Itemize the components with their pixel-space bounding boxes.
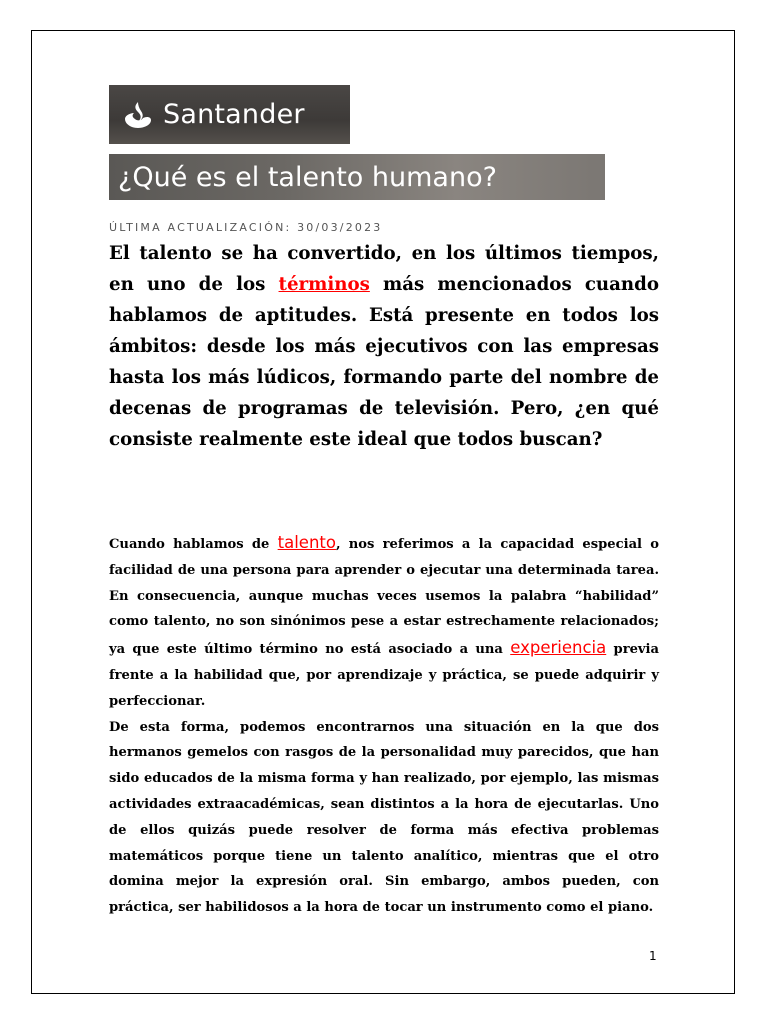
- intro-text-1: El talento se ha convertido, en los últimos tiempos, en uno de los: [109, 243, 659, 295]
- brand-name: Santander: [163, 99, 305, 130]
- paragraph-1: [109, 530, 659, 715]
- paragraph-2: De esta forma, podemos encontrarnos una situación en la que dos hermanos gemelos con rasgos de la personalidad muy parecidos, que han sido educados de la misma forma y han realizado, por ejemplo, las mismas actividades extraacadémicas, sean distintos a la hora de ejecutarlas. Uno de ellos quizás puede resolver de forma más efectiva problemas matemáticos porque tiene un talento analítico, mientras que el otro domina mejor la expresión oral. Sin embargo, ambos pueden, con práctica, ser habilidosos a la hora de tocar un instrumento como el piano.: [109, 719, 659, 916]
- title-banner: [109, 154, 605, 200]
- intro-paragraph: [109, 238, 659, 455]
- santander-logo-banner: [109, 85, 350, 144]
- p1-text-1: Cuando hablamos de: [109, 537, 278, 552]
- last-updated: ÚLTIMA ACTUALIZACIÓN: 30/03/2023: [109, 221, 383, 234]
- link-experiencia[interactable]: experiencia: [510, 638, 607, 658]
- link-talento[interactable]: talento: [277, 533, 336, 552]
- banner-title: ¿Qué es el talento humano?: [118, 161, 497, 193]
- intro-text-2: más mencionados cuando hablamos de aptitudes. Está presente en todos los ámbitos: desde los más ejecutivos con las empresas hasta los más lúdicos, formando parte del nombre de decenas de programas de televisión. Pero, ¿en qué consiste realmente este ideal que todos buscan?: [109, 274, 659, 450]
- p1-text-2: , nos referimos a la capacidad especial o facilidad de una persona para aprender o ejecutar una determinada tarea. En consecuencia, aunque muchas veces usemos la palabra “habilidad” como talento, no son sinónimos pese a estar estrechamente relacionados; ya que este último término no está asociado a una: [109, 537, 659, 658]
- link-terminos[interactable]: términos: [278, 274, 370, 295]
- flame-icon: [123, 101, 153, 129]
- body-text: [109, 530, 659, 921]
- p1-text-3: previa frente a la habilidad que, por aprendizaje y práctica, se puede adquirir y perfeccionar.: [109, 642, 659, 709]
- page-number: 1: [649, 949, 657, 963]
